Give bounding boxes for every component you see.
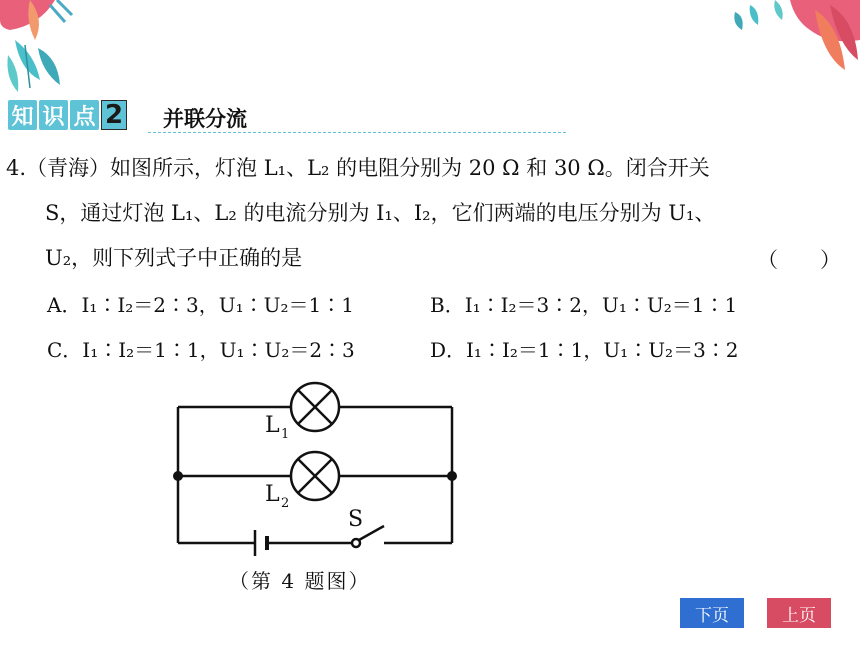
lamp-l2-symbol — [291, 452, 339, 500]
section-header — [8, 100, 560, 136]
lamp-l2-label: L — [265, 482, 280, 507]
option-b: B．I₁∶I₂＝3∶2，U₁∶U₂＝1∶1 — [430, 293, 738, 317]
figure-caption: （第 4 题图） — [229, 569, 371, 593]
question-line-1: 4.（青海）如图所示，灯泡 L₁、L₂ 的电阻分别为 20 Ω 和 30 Ω。闭合开关 — [6, 156, 710, 180]
decorative-leaves-top-left — [0, 0, 120, 95]
question-line-3: U₂，则下列式子中正确的是 — [45, 246, 303, 270]
option-d: D．I₁∶I₂＝1∶1，U₁∶U₂＝3∶2 — [430, 338, 739, 362]
answer-blank: （ ） — [757, 248, 841, 272]
knowledge-char-1: 知 — [8, 100, 37, 130]
lamp-l1-label: L — [265, 413, 280, 438]
decorative-leaves-top-right — [730, 0, 860, 75]
lamp-l1-symbol — [291, 383, 339, 431]
previous-page-button[interactable]: 上页 — [767, 598, 831, 628]
circuit-diagram — [165, 380, 475, 570]
knowledge-point-label — [8, 100, 127, 130]
lamp-l1-subscript: 1 — [281, 427, 290, 442]
junction-left — [173, 471, 183, 481]
lamp-l2-subscript: 2 — [281, 496, 290, 511]
section-divider — [148, 132, 566, 133]
knowledge-point-number: 2 — [101, 100, 127, 130]
knowledge-char-3: 点 — [70, 100, 99, 130]
section-title: 并联分流 — [163, 107, 247, 131]
battery-symbol — [255, 530, 267, 556]
option-c: C．I₁∶I₂＝1∶1，U₁∶U₂＝2∶3 — [47, 338, 355, 362]
question-line-2: S，通过灯泡 L₁、L₂ 的电流分别为 I₁、I₂，它们两端的电压分别为 U₁、 — [45, 201, 716, 225]
next-page-button[interactable]: 下页 — [680, 598, 744, 628]
switch-label: S — [348, 507, 364, 532]
option-a: A．I₁∶I₂＝2∶3，U₁∶U₂＝1∶1 — [47, 293, 354, 317]
knowledge-char-2: 识 — [39, 100, 68, 130]
junction-right — [447, 471, 457, 481]
